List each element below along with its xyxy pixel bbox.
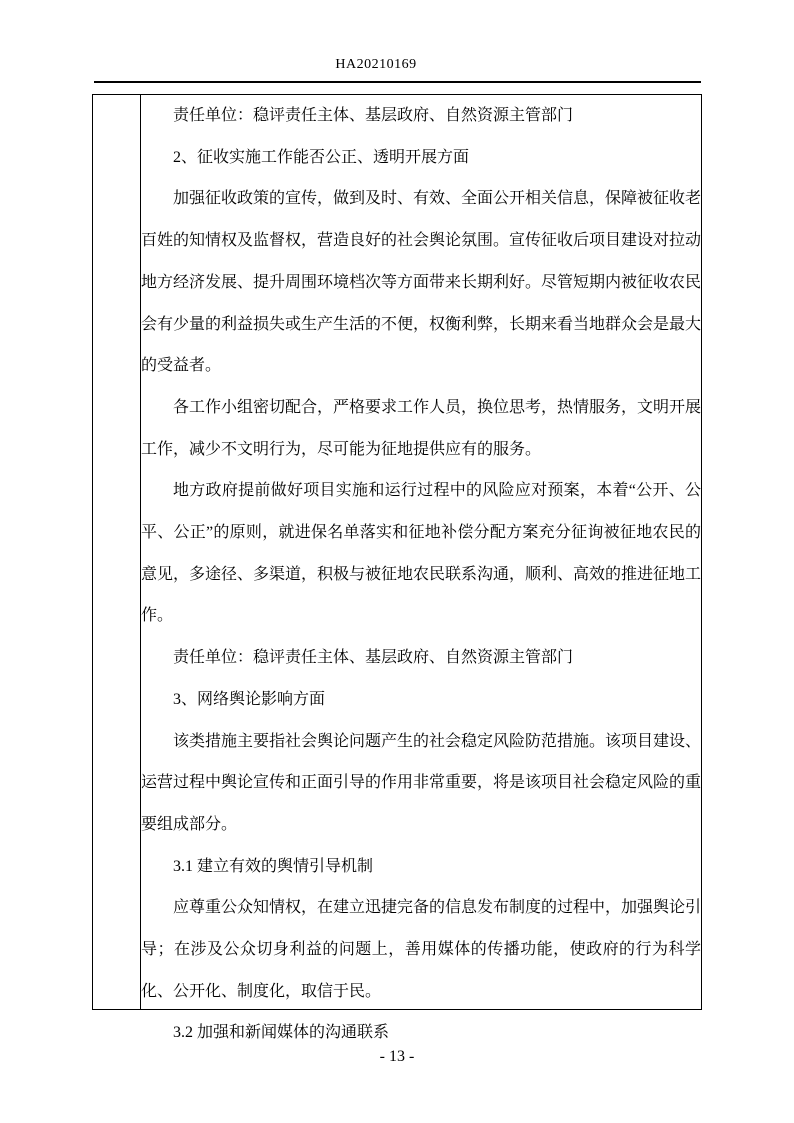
- paragraph-heading-3: 3、网络舆论影响方面: [173, 690, 326, 708]
- paragraph-responsible-unit-2: 责任单位：稳评责任主体、基层政府、自然资源主管部门: [173, 649, 574, 667]
- paragraph: 应尊重公众知情权，在建立迅捷完备的信息发布制度的过程中，加强舆论引导；在涉及公众切身利益的问题上，善用媒体的传播功能，使政府的行为科学化、公开化、制度化，取信于民。: [141, 899, 702, 1000]
- document-number: HA20210169: [335, 57, 417, 72]
- table-row: [93, 95, 702, 1010]
- table-stub-cell: [93, 95, 141, 1010]
- paragraph: 该类措施主要指社会舆论问题产生的社会稳定风险防范措施。该项目建设、运营过程中舆论宣传和正面引导的作用非常重要，将是该项目社会稳定风险的重要组成部分。: [141, 732, 702, 833]
- paragraph-heading-3-2: 3.2 加强和新闻媒体的沟通联系: [173, 1024, 390, 1042]
- paragraph-responsible-unit-1: 责任单位：稳评责任主体、基层政府、自然资源主管部门: [173, 107, 574, 124]
- header-divider: [94, 81, 701, 83]
- table-cell-content: [141, 95, 702, 1042]
- content-table: [92, 94, 702, 1042]
- paragraph-heading-3-1: 3.1 建立有效的舆情引导机制: [173, 857, 374, 875]
- table-body-cell: [141, 95, 702, 1042]
- paragraph-heading-2: 2、征收实施工作能否公正、透明开展方面: [173, 148, 470, 166]
- paragraph: 地方政府提前做好项目实施和运行过程中的风险应对预案，本着“公开、公平、公正”的原则，就进保名单落实和征地补偿分配方案充分征询被征地农民的意见，多途径、多渠道，积极与被征地农民联系沟通，顺利、高效的推进征地工作。: [141, 482, 702, 625]
- paragraph: 加强征收政策的宣传，做到及时、有效、全面公开相关信息，保障被征收老百姓的知情权及监督权，营造良好的社会舆论氛围。宣传征收后项目建设对拉动地方经济发展、提升周围环境档次等方面带来长期利好。尽管短期内被征收农民会有少量的利益损失或生产生活的不便，权衡利弊，长期来看当地群众会是最大的受益者。: [141, 190, 702, 375]
- paragraph: 各工作小组密切配合，严格要求工作人员，换位思考，热情服务，文明开展工作，减少不文明行为，尽可能为征地提供应有的服务。: [141, 398, 702, 458]
- page-number: - 13 -: [379, 1048, 415, 1065]
